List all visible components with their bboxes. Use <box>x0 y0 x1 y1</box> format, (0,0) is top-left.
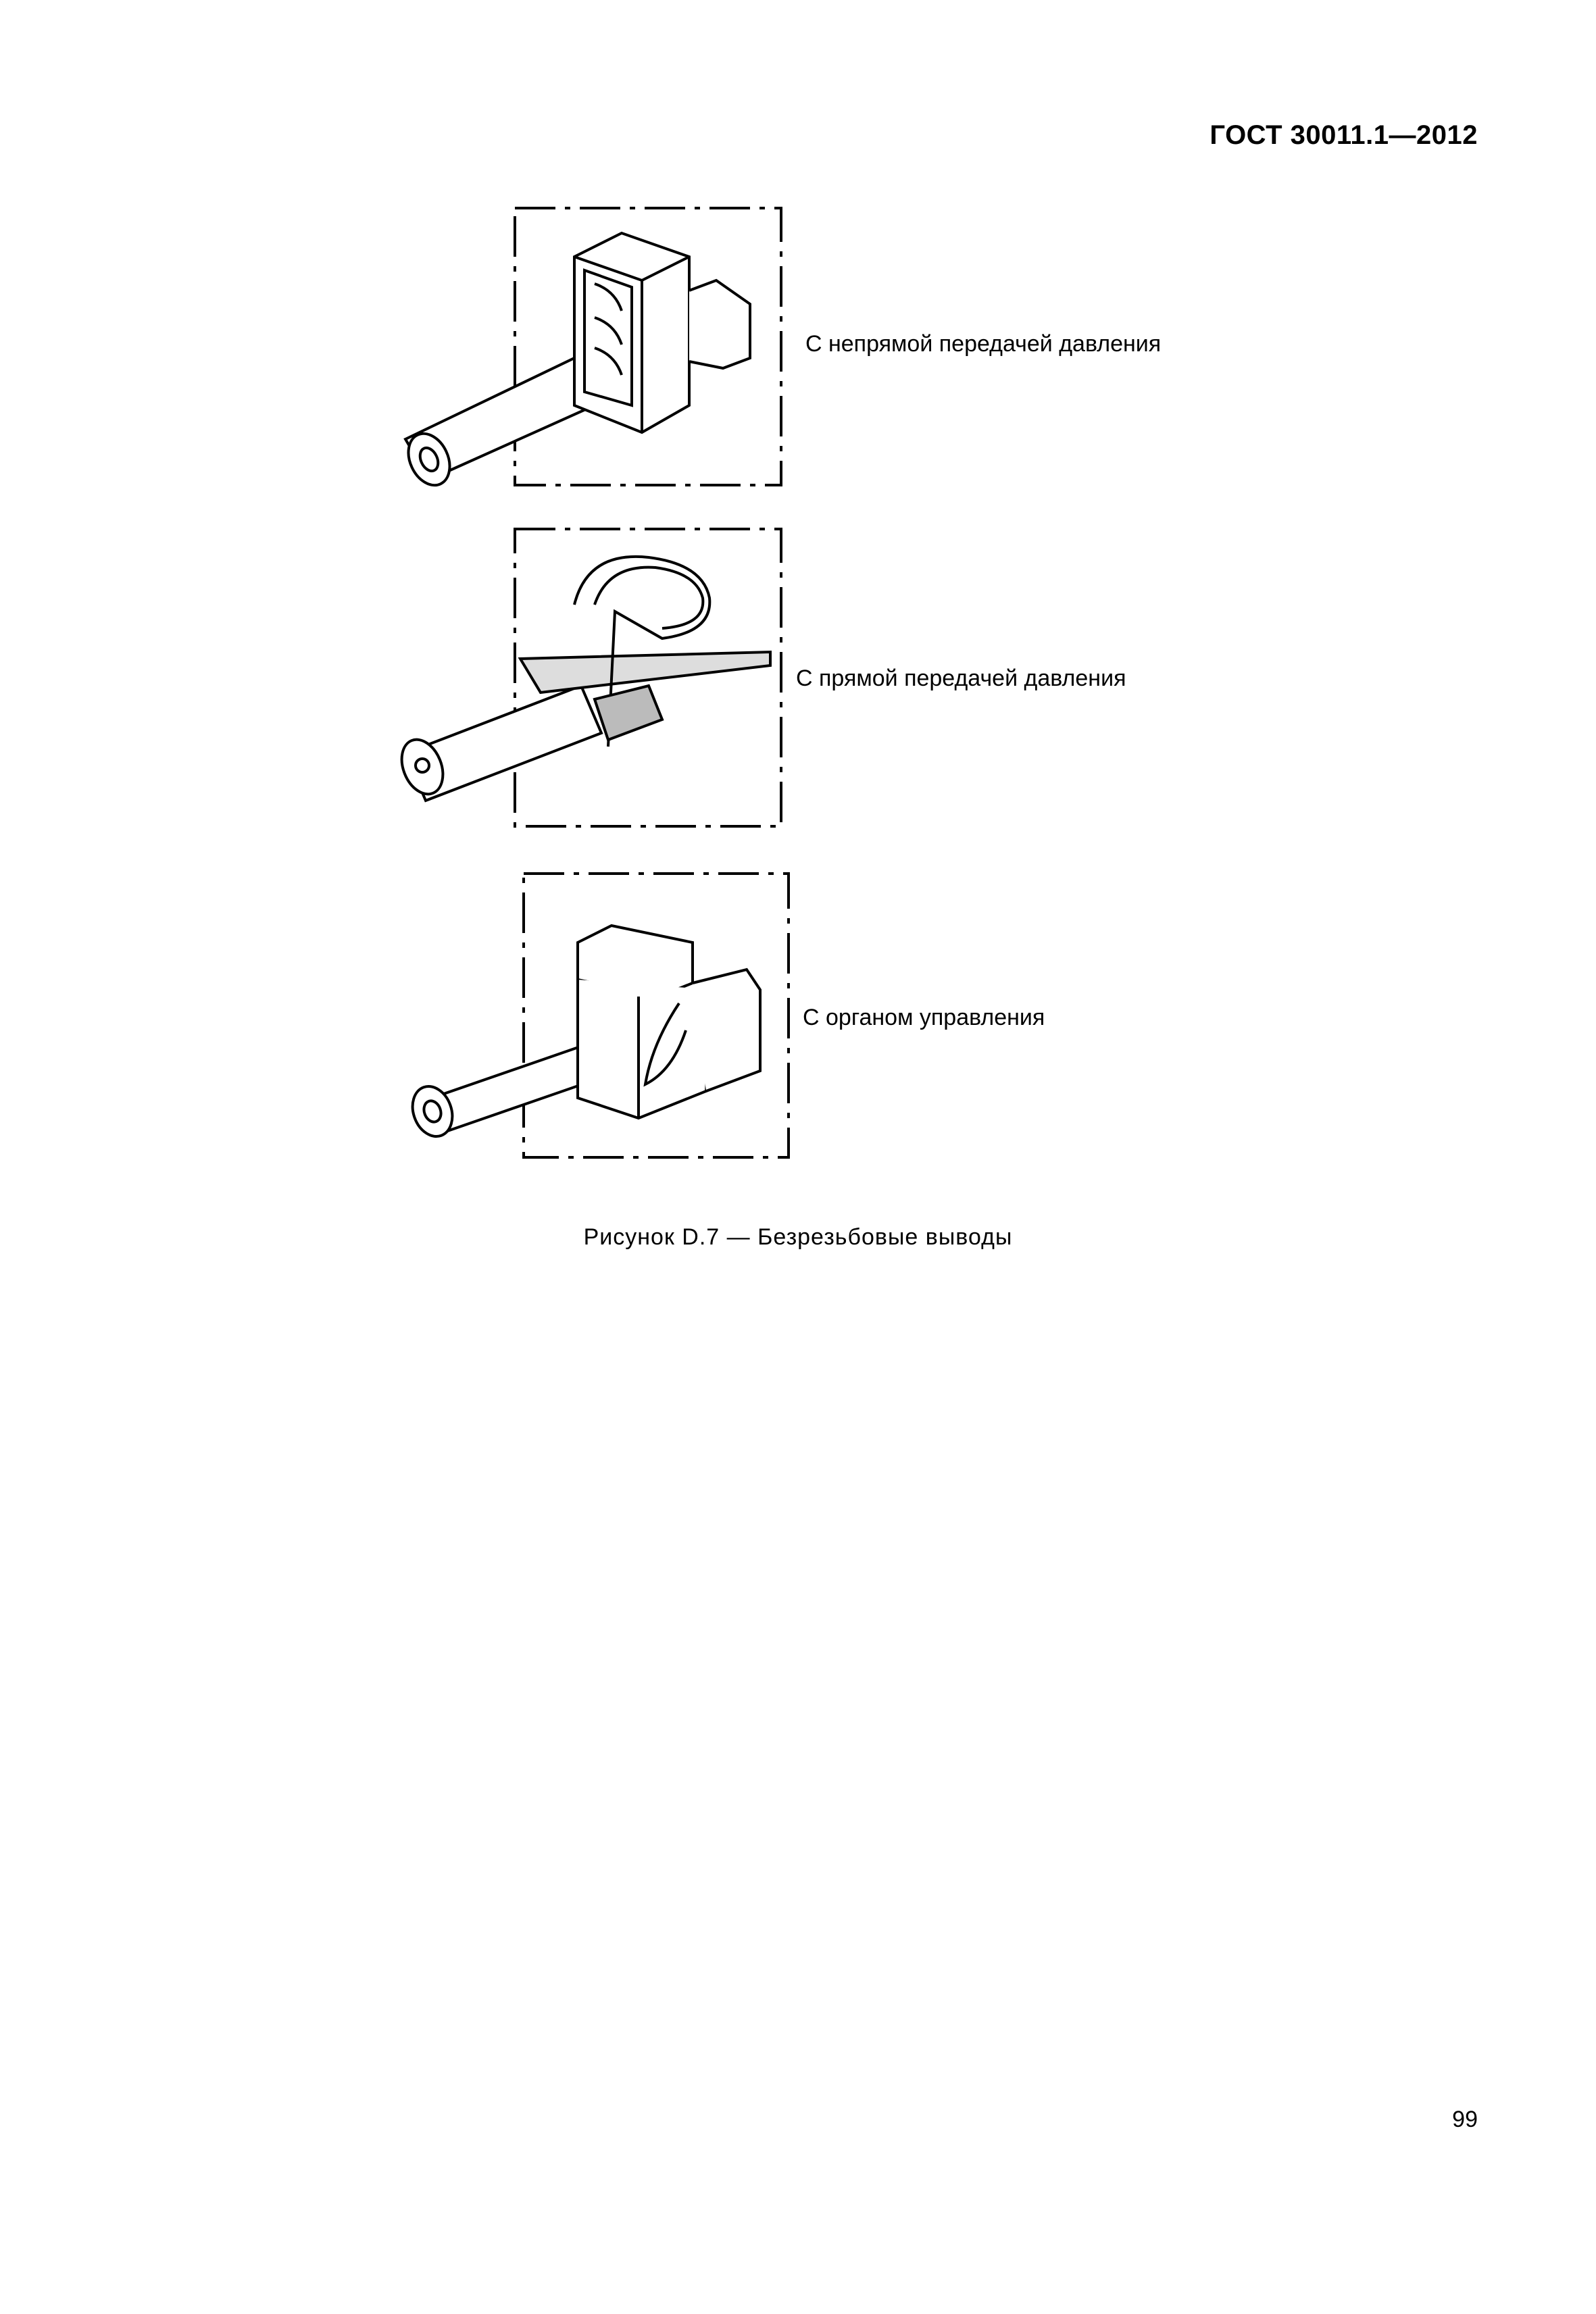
figure-indirect-pressure <box>392 203 797 493</box>
figure-label-direct: С прямой передачей давления <box>796 665 1126 691</box>
document-header: ГОСТ 30011.1—2012 <box>1210 120 1478 150</box>
figure-label-indirect: С непрямой передачей давления <box>805 331 1162 357</box>
figure-caption: Рисунок D.7 — Безрезьбовые выводы <box>583 1224 1013 1250</box>
figure-actuator <box>395 868 801 1165</box>
page-number: 99 <box>1452 2107 1478 2132</box>
figure-label-actuator: С органом управления <box>803 1005 1045 1030</box>
figure-direct-pressure <box>392 524 797 834</box>
